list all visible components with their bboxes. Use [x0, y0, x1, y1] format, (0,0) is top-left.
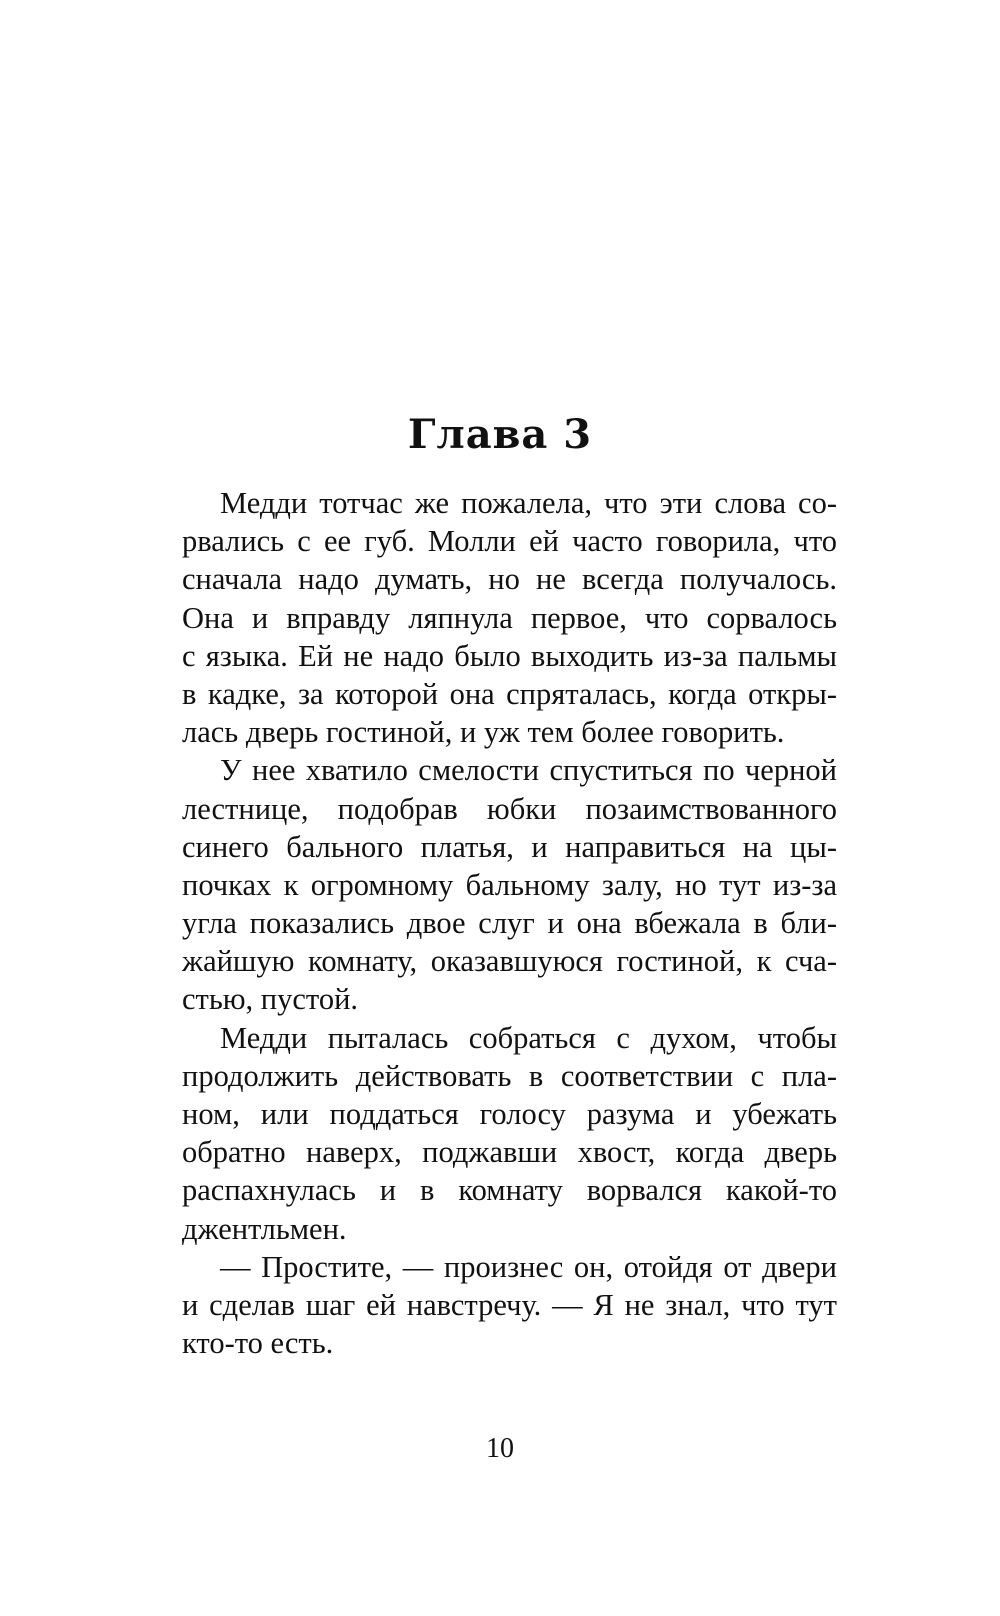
- chapter-title: Глава 3: [407, 411, 593, 458]
- text-line: угла показались двое слуг и она вбежала в бли-: [182, 906, 837, 941]
- paragraph: [182, 1019, 837, 1248]
- text-line: жайшую комнату, оказавшуюся гостиной, к сча-: [182, 944, 837, 979]
- paragraph: [182, 1248, 837, 1363]
- text-line: Медди тотчас же пожалела, что эти слова со-: [220, 486, 837, 520]
- text-line: лась дверь гостиной, и уж тем более говорить.: [182, 715, 785, 750]
- text-line: рвались с ее губ. Молли ей часто говорила, что: [182, 524, 837, 559]
- text-line: Она и вправду ляпнула первое, что сорвалось: [182, 600, 837, 635]
- chapter-text: [182, 484, 837, 1362]
- text-line: синего бального платья, и направиться на цы-: [182, 829, 837, 864]
- text-line: в кадке, за которой она спряталась, когда откры-: [182, 676, 837, 711]
- text-line: сначала надо думать, но не всегда получалось.: [182, 562, 837, 597]
- text-line: — Простите, — произнес он, отойдя от двери: [220, 1249, 837, 1284]
- text-line: стью, пустой.: [182, 982, 359, 1017]
- text-line: обратно наверх, поджавши хвост, когда дверь: [182, 1135, 837, 1170]
- text-line: У нее хватило смелости спуститься по черной: [220, 753, 837, 788]
- paragraph: [182, 751, 837, 1018]
- text-line: Медди пыталась собраться с духом, чтобы: [220, 1020, 837, 1055]
- text-line: продолжить действовать в соответствии с пла-: [182, 1058, 837, 1093]
- text-line: ном, или поддаться голосу разума и убежать: [182, 1097, 837, 1131]
- text-line: с языка. Ей не надо было выходить из-за пальмы: [182, 638, 837, 673]
- text-line: кто-то есть.: [182, 1326, 334, 1361]
- text-line: распахнулась и в комнату ворвался какой-то: [182, 1173, 837, 1208]
- text-line: джентльмен.: [182, 1211, 347, 1246]
- text-line: лестнице, подобрав юбки позаимствованного: [182, 791, 837, 826]
- page-number: 10: [486, 1433, 514, 1464]
- paragraph: [182, 484, 837, 751]
- text-line: и сделав шаг ей навстречу. — Я не знал, что тут: [182, 1287, 837, 1322]
- text-line: почках к огромному бальному залу, но тут из-за: [182, 867, 837, 902]
